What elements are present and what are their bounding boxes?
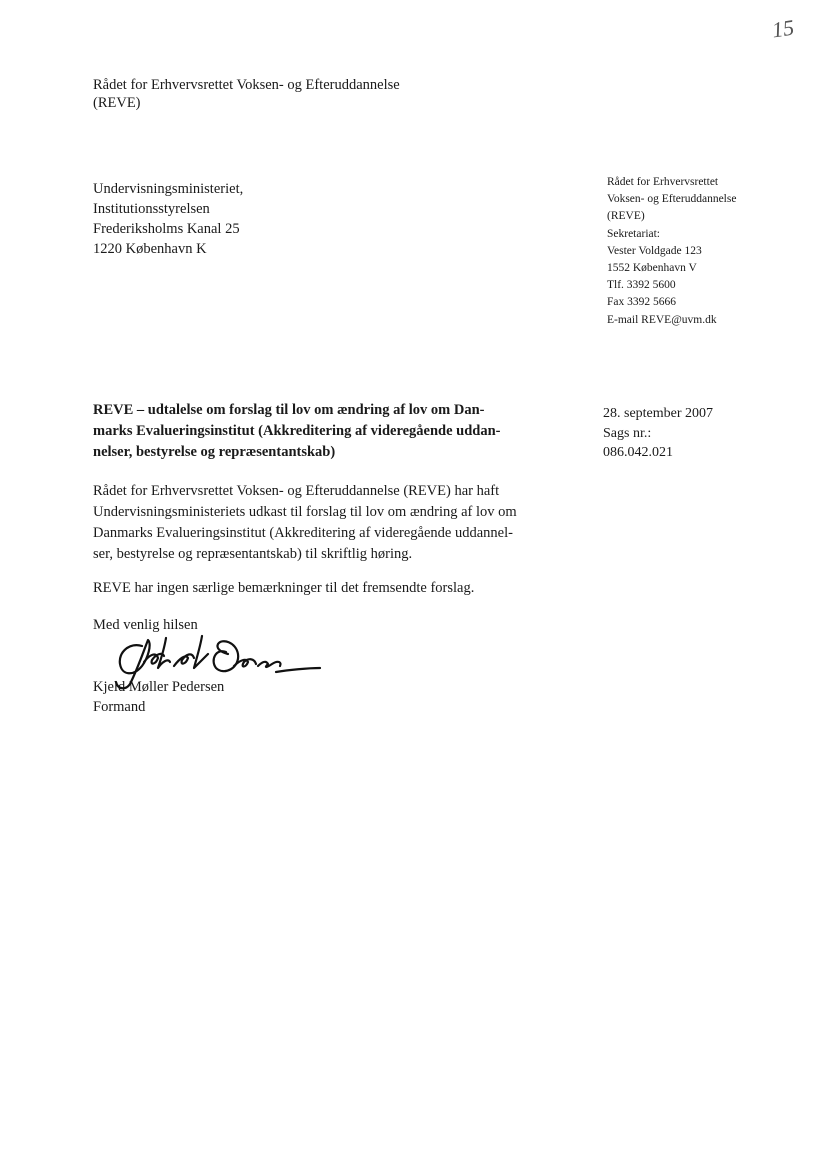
signer-title: Formand	[93, 699, 146, 715]
recipient-department: Institutionsstyrelsen	[93, 201, 210, 217]
sender-contact-line: Voksen- og Efteruddannelse	[607, 193, 737, 206]
body-line: Rådet for Erhvervsrettet Voksen- og Efteruddannelse (REVE) har haft	[93, 483, 500, 499]
letter-subject	[93, 400, 553, 463]
sender-header-line: (REVE)	[93, 95, 141, 111]
letter-date: 28. september 2007	[603, 406, 714, 421]
sender-contact-line: Tlf. 3392 5600	[607, 279, 676, 292]
subject-line: REVE – udtalelse om forslag til lov om ændring af lov om Dan-	[93, 402, 485, 418]
sender-contact-line: 1552 København V	[607, 262, 697, 275]
body-paragraph-1	[93, 481, 517, 565]
body-paragraph-2	[93, 578, 474, 599]
letter-meta	[603, 404, 713, 463]
sender-contact-email: E-mail REVE@uvm.dk	[607, 313, 717, 326]
page-number: 15	[770, 14, 796, 43]
closing-salutation: Med venlig hilsen	[93, 617, 198, 633]
body-line: ser, bestyrelse og repræsentantskab) til skriftlig høring.	[93, 546, 413, 562]
sender-contact-line: Sekretariat:	[607, 227, 661, 240]
body-line: Undervisningsministeriets udkast til forslag til lov om ændring af lov om	[93, 504, 517, 520]
recipient-city: 1220 København K	[93, 241, 207, 257]
recipient-street: Frederiksholms Kanal 25	[93, 221, 240, 237]
sender-contact-line: (REVE)	[607, 210, 645, 223]
sender-contact-line: Fax 3392 5666	[607, 296, 676, 309]
subject-line: marks Evalueringsinstitut (Akkreditering af videregående uddan-	[93, 423, 501, 439]
handwritten-signature	[108, 632, 323, 690]
sender-header	[93, 76, 400, 112]
body-line: Danmarks Evalueringsinstitut (Akkreditering af videregående uddannel-	[93, 525, 513, 541]
recipient-address	[93, 179, 243, 259]
case-number-label: Sags nr.:	[603, 425, 652, 441]
sender-contact-line: Vester Voldgade 123	[607, 244, 702, 257]
subject-line: nelser, bestyrelse og repræsentantskab)	[93, 444, 336, 460]
sender-contact-block	[607, 174, 736, 329]
sender-header-line: Rådet for Erhvervsrettet Voksen- og Efteruddannelse	[93, 77, 400, 93]
recipient-name: Undervisningsministeriet,	[93, 181, 244, 197]
case-number: 086.042.021	[603, 445, 673, 460]
sender-contact-line: Rådet for Erhvervsrettet	[607, 176, 719, 188]
signer-name: Kjeld Møller Pedersen	[93, 679, 225, 695]
body-line: REVE har ingen særlige bemærkninger til det fremsendte forslag.	[93, 580, 475, 596]
